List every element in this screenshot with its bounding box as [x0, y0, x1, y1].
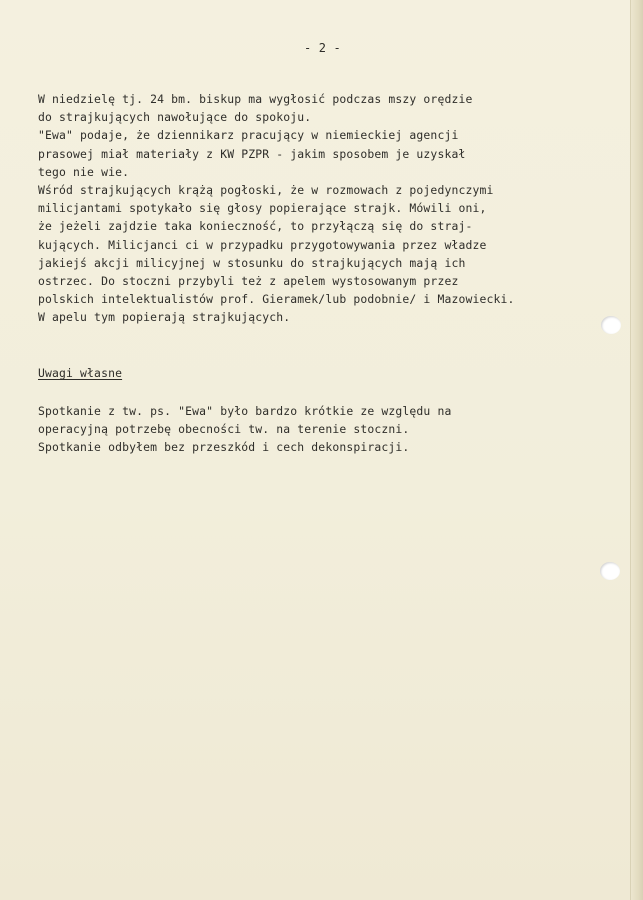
page-edge — [630, 0, 643, 900]
section-heading: Uwagi własne — [38, 366, 123, 380]
own-remarks — [38, 402, 451, 457]
report-body — [38, 90, 515, 327]
body-line: W niedzielę tj. 24 bm. biskup ma wygłosić podczas mszy orędzie — [38, 92, 473, 106]
punch-hole — [600, 562, 620, 580]
remarks-line: Spotkanie odbyłem bez przeszkód i cech dekonspiracji. — [38, 440, 410, 455]
body-line: "Ewa" podaje, że dziennikarz pracujący w niemieckiej agencji — [38, 128, 459, 143]
body-line: kujących. Milicjanci ci w przypadku przygotowywania przez władze — [38, 237, 487, 252]
body-line: do strajkujących nawołujące do spokoju. — [38, 110, 312, 125]
remarks-line: operacyjną potrzebę obecności tw. na terenie stoczni. — [38, 422, 410, 437]
body-line: tego nie wie. — [38, 164, 130, 179]
body-line: prasowej miał materiały z KW PZPR - jakim sposobem je uzyskał — [38, 146, 466, 161]
page-number: - 2 - — [304, 41, 341, 55]
remarks-line: Spotkanie z tw. ps. "Ewa" było bardzo krótkie ze względu na — [38, 404, 452, 418]
punch-hole — [601, 316, 621, 334]
body-line: W apelu tym popierają strajkujących. — [38, 310, 291, 325]
body-line: polskich intelektualistów prof. Gieramek/lub podobnie/ i Mazowiecki. — [38, 292, 515, 307]
body-line: Wśród strajkujących krążą pogłoski, że w rozmowach z pojedynczymi — [38, 183, 494, 198]
body-line: milicjantami spotykało się głosy popierające strajk. Mówili oni, — [38, 201, 487, 216]
body-line: ostrzec. Do stoczni przybyli też z apelem wystosowanym przez — [38, 274, 459, 289]
body-line: jakiejś akcji milicyjnej w stosunku do strajkujących mają ich — [38, 255, 466, 270]
body-line: że jeżeli zajdzie taka konieczność, to przyłączą się do straj- — [38, 219, 473, 234]
